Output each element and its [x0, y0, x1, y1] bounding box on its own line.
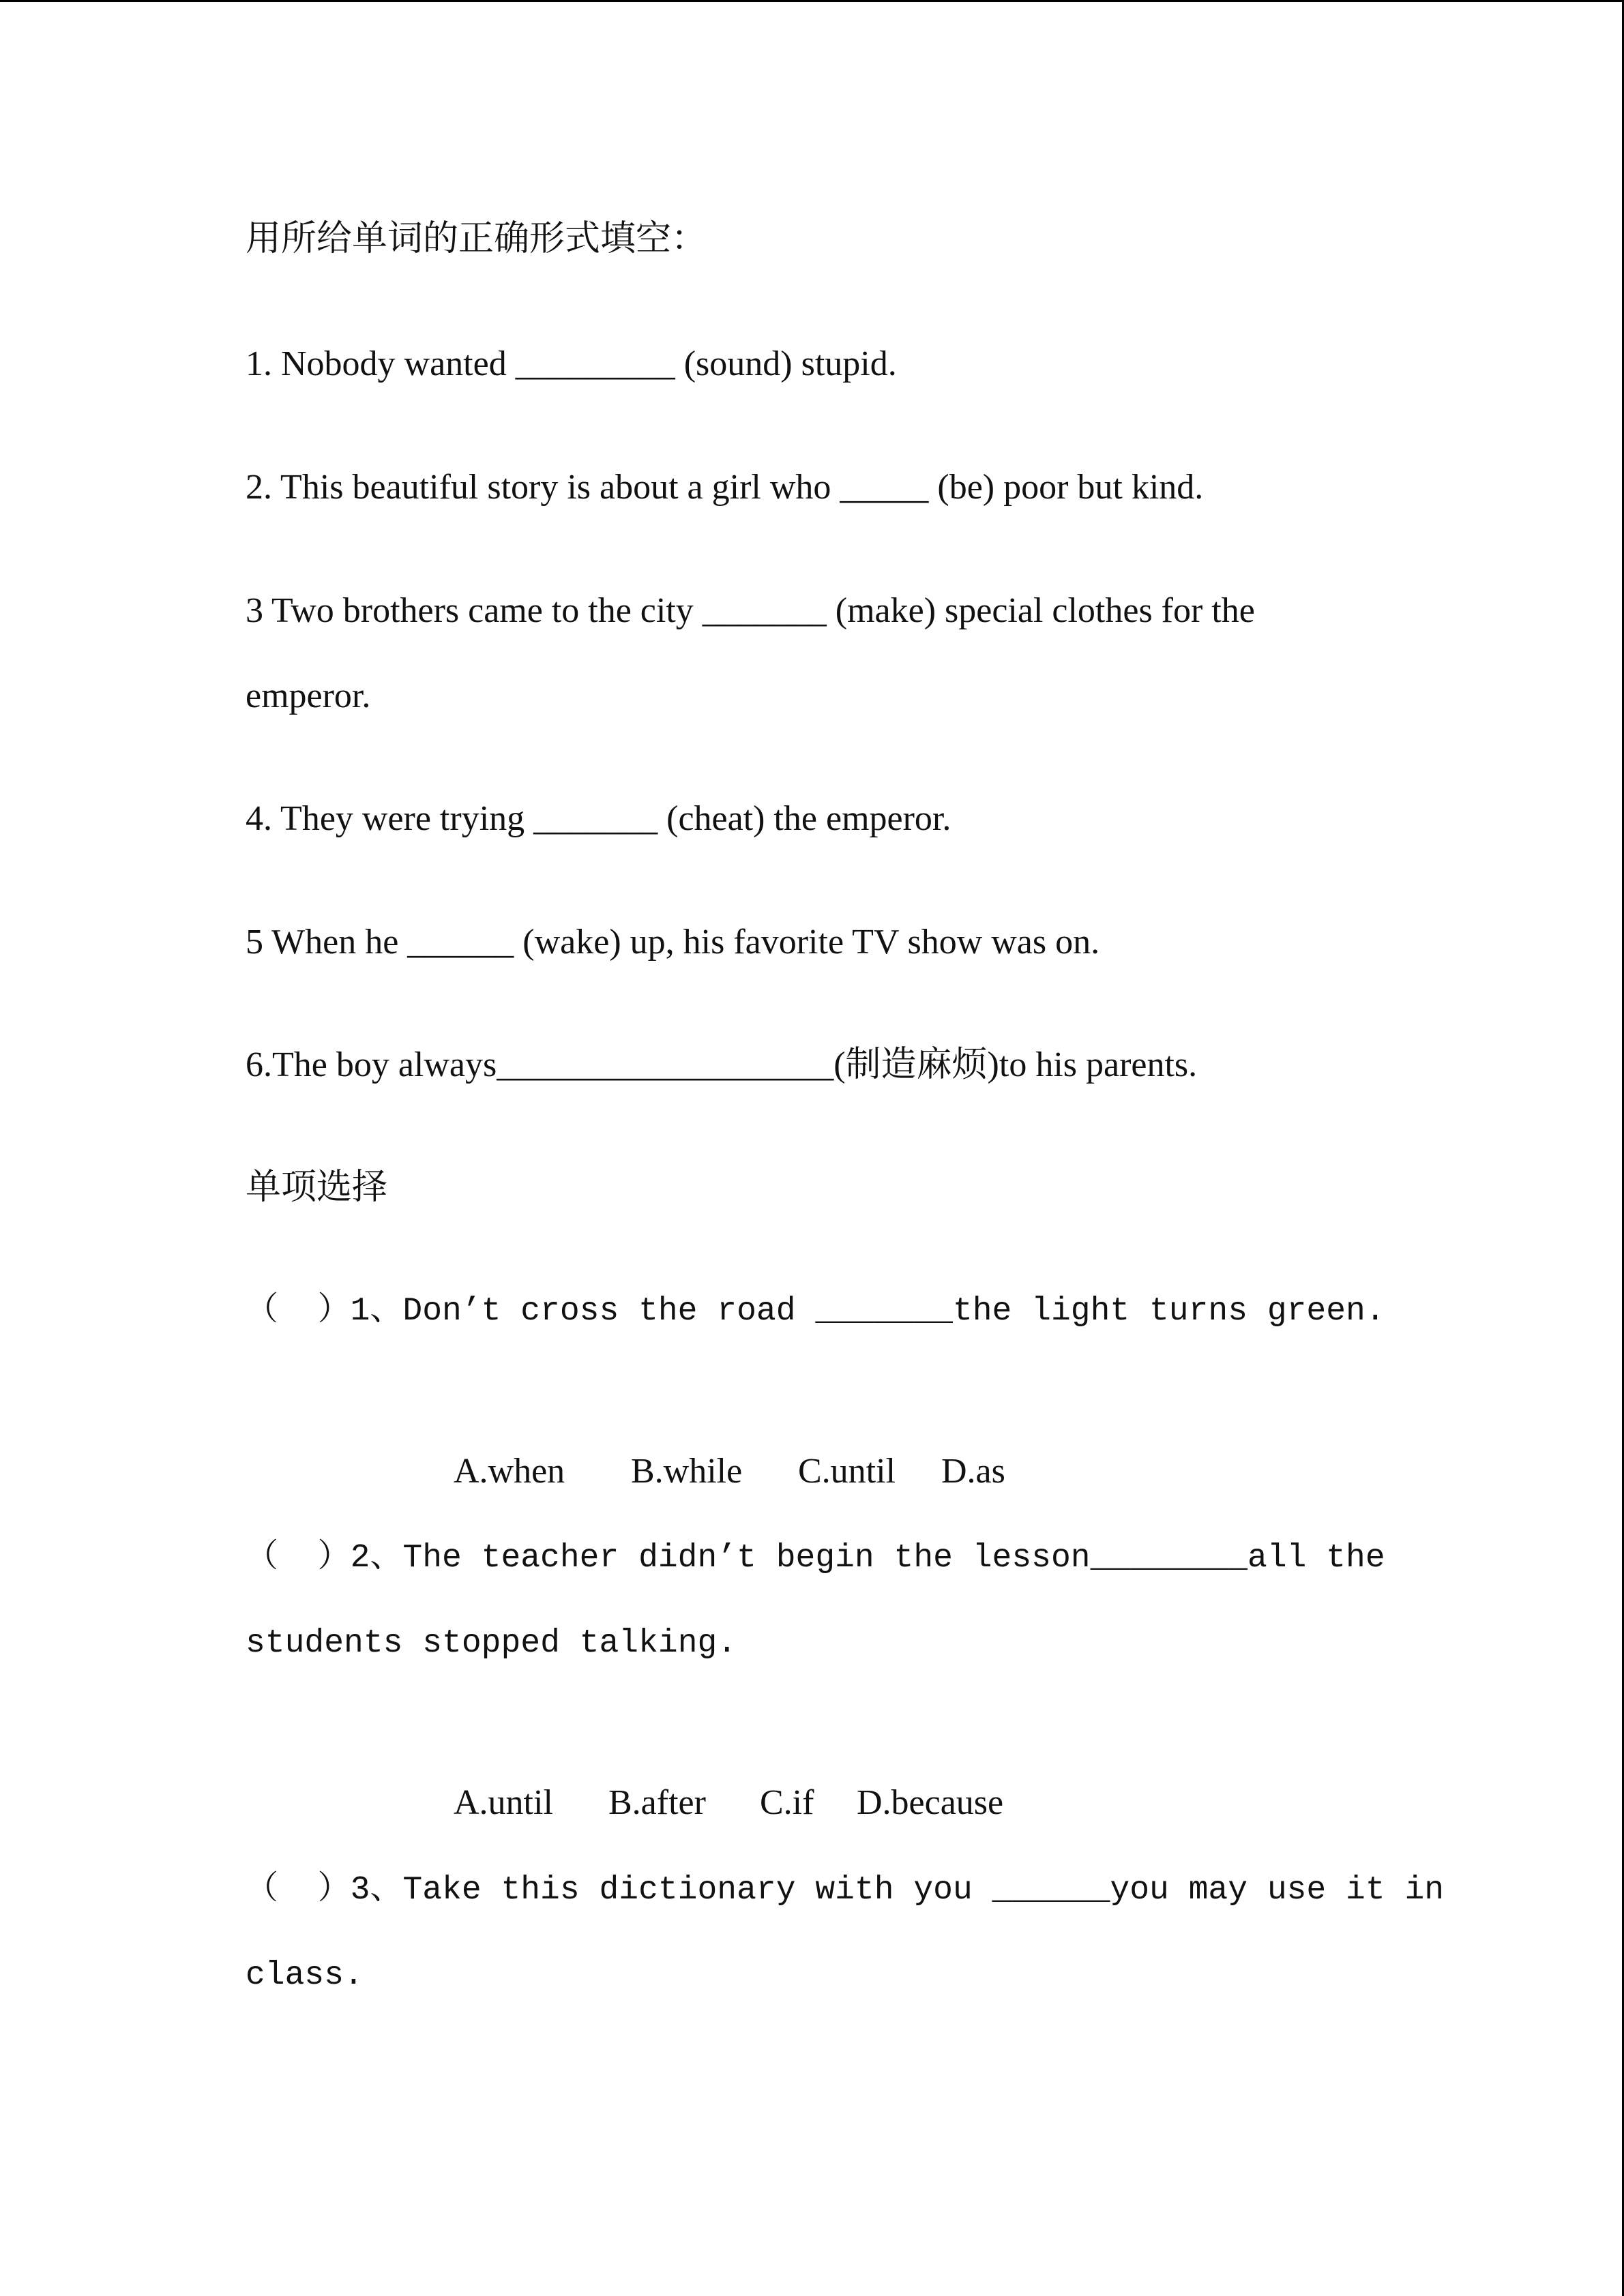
option-d: D.because — [857, 1783, 1004, 1822]
fill-question-4: 4. They were trying _______ (cheat) the emperor. — [246, 799, 951, 838]
choice-question-3-stem-line-2: class. — [246, 1957, 364, 1994]
option-a: A.when — [454, 1452, 565, 1491]
choice-question-2-stem-line-2: students stopped talking. — [246, 1625, 737, 1662]
option-d: D.as — [941, 1452, 1005, 1491]
option-c: C.if — [760, 1783, 814, 1822]
fill-question-2: 2. This beautiful story is about a girl who _____ (be) poor but kind. — [246, 468, 1204, 507]
choice-section-heading: 单项选择 — [246, 1168, 388, 1207]
fill-question-1: 1. Nobody wanted _________ (sound) stupid. — [246, 344, 897, 383]
option-b: B.while — [631, 1452, 743, 1491]
choice-question-1-options — [418, 1418, 1005, 1525]
choice-question-2-options — [418, 1750, 1003, 1856]
option-c: C.until — [798, 1452, 896, 1491]
choice-question-2-stem-line-1: （ ）2、The teacher didn’t begin the lesson________all the — [246, 1540, 1385, 1577]
choice-question-3-stem-line-1: （ ）3、Take this dictionary with you ______you may use it in — [246, 1872, 1445, 1909]
fill-question-3-line-2: emperor. — [246, 676, 371, 715]
fill-question-6: 6.The boy always___________________(制造麻烦)to his parents. — [246, 1045, 1198, 1084]
fill-section-heading: 用所给单词的正确形式填空： — [246, 220, 707, 258]
option-a: A.until — [454, 1783, 553, 1822]
fill-question-5: 5 When he ______ (wake) up, his favorite TV show was on. — [246, 923, 1100, 961]
choice-question-1-stem: （ ）1、Don’t cross the road _______the light turns green. — [246, 1293, 1385, 1330]
option-b: B.after — [608, 1783, 706, 1822]
fill-question-3-line-1: 3 Two brothers came to the city _______ (make) special clothes for the — [246, 591, 1255, 630]
